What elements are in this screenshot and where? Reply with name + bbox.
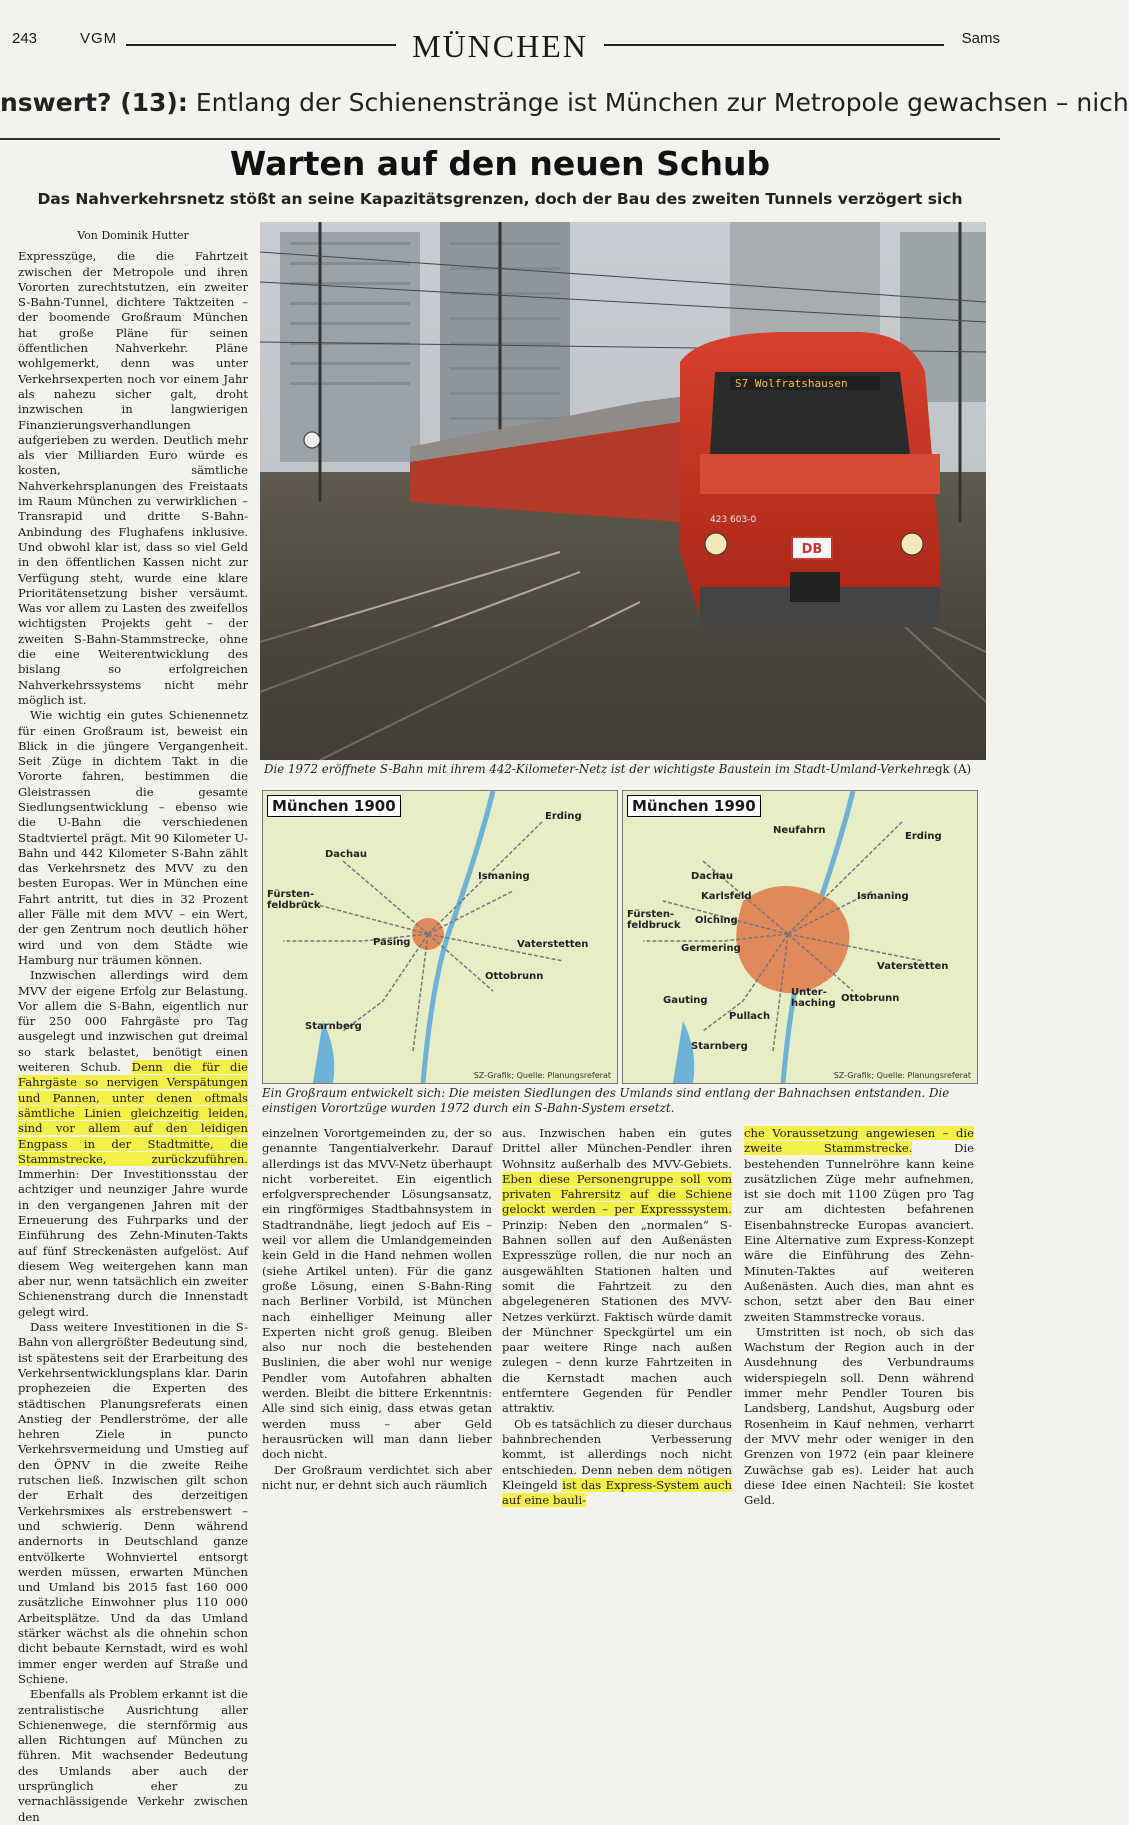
map-label: feldbruck xyxy=(267,900,321,911)
section-title: MÜNCHEN xyxy=(412,28,588,64)
map-title: München 1900 xyxy=(267,795,401,817)
map-label: Gauting xyxy=(663,995,708,1006)
map-title: München 1990 xyxy=(627,795,761,817)
map-caption: Ein Großraum entwickelt sich: Die meisten Siedlungen des Umlands sind entlang der Bahnachsen entstanden. Die einstigen Vorortzüge wurden 1972 durch ein S-Bahn-System ersetzt. xyxy=(262,1086,950,1115)
map-label: Pasing xyxy=(373,937,411,948)
page-header xyxy=(0,0,1000,80)
map-label: Erding xyxy=(905,831,942,842)
map-label: Pullach xyxy=(729,1011,771,1022)
series-banner xyxy=(0,88,1129,128)
divider xyxy=(0,138,1000,140)
paragraph: Dass weitere Investitionen in die S-Bahn von allergrößter Bedeutung sind, ist spätestens seit der Erarbeitung des Verkehrsentwicklungsplans klar. Darin prophezeien die Experten des städtischen Planungsreferats einen Anstieg der Pendlerströme, der alle hehren Ziele in puncto Verkehrsvermeidung und Umstieg auf den ÖPNV in die zweite Reihe rutschen ließ. Inzwischen gilt schon der Erhalt des derzeitigen Verkehrsmixes als erstrebenswert – und schwierig. Denn während andernorts in Deutschland ganze entvölkerte Wohnviertel entsorgt werden müssen, erwarten München und Umland bis 2015 fast 160 000 zusätzliche Einwohner plus 110 000 Arbeitsplätze. Und da das Umland stärker wächst als die ohnehin schon dicht bebaute Kernstadt, wird es wohl immer enger werden auf Straße und Schiene. xyxy=(18,1320,248,1686)
paragraph xyxy=(502,1417,732,1509)
edition-label: VGM xyxy=(80,30,118,47)
paragraph xyxy=(18,968,248,1320)
map-label: Starnberg xyxy=(691,1041,748,1052)
map-label: Vaterstetten xyxy=(517,939,589,950)
map-label: Ottobrunn xyxy=(485,971,544,982)
paragraph: einzelnen Vorortgemeinden zu, der so genannte Tangentialverkehr. Darauf allerdings ist das MVV-Netz überhaupt nicht vorbereitet. Ein eigentlich erfolgversprechender Lösungsansatz, ein ringförmiges Stadtbahnsystem in Stadtrandnähe, liegt jedoch auf Eis – weil vor allem die Umlandgemeinden kein Geld in die Hand nehmen wollen (siehe Artikel unten). Für die ganz große Lösung, einen S-Bahn-Ring nach Berliner Vorbild, ist München nach einhelliger Meinung aller Experten nicht groß genug. Bleiben also nur noch die bestehenden Buslinien, die aber wohl nur wenige Pendler vom Autofahren abhalten werden. Bleibt die bittere Erkenntnis: Alle sind sich einig, dass etwas getan werden muss – aber Geld herausrücken will man dann lieber doch nicht. xyxy=(262,1126,492,1462)
paragraph: Der Großraum verdichtet sich aber nicht nur, er dehnt sich auch räumlich xyxy=(262,1462,492,1492)
paragraph: Wie wichtig ein gutes Schienennetz für einen Großraum ist, beweist ein Blick in die jüngere Vergangenheit. Seit Züge in dichtem Takt in die Vororte fahren, bestimmen die Gleistrassen die gesamte Siedlungsentwicklung – ebenso wie die U-Bahn die verschiedenen Stadtviertel prägt. Mit 90 Kilometer U-Bahn und 442 Kilometer S-Bahn zählt das Verkehrsnetz des MVV zu den besten Europas. Wer in München eine Fahrt antritt, tut dies in 32 Prozent aller Fälle mit dem MVV – ein Wert, der gen Zentrum noch deutlich höher wird und von dem Städte wie Hamburg nur träumen können. xyxy=(18,708,249,967)
header-rule-left xyxy=(126,44,396,46)
caption-text: Die 1972 eröffnete S-Bahn mit ihrem 442-Kilometer-Netz ist der wichtigste Baustein im Stadt-Umland-Verkehr. xyxy=(264,762,930,776)
text-run: Prinzip: Neben den „normalen“ S-Bahnen sollen auf den Außenästen Expresszüge rollen, die nur noch an ausgewählten Stationen halten und somit die Fahrtzeit zu den abgelegeneren Stationen des MVV-Netzes verkürzt. Faktisch würde damit der Münchner Speckgürtel um ein paar weitere Ringe nach außen zulegen – denn kurze Fahrtzeiten in die Kernstadt machen auch entferntere Gegenden für Pendler attraktiv. xyxy=(502,1217,732,1416)
train-photo xyxy=(260,222,986,760)
train-illustration xyxy=(260,222,986,760)
text-run: Inzwischen allerdings wird dem MVV der eigene Erfolg zur Belastung. Vor allem die S-Bahn, eigentlich nur für 250 000 Fahrgäste pro Tag ausgelegt und inzwischen gut dreimal so stark belastet, benötigt einen weiteren Schub. xyxy=(18,968,248,1075)
map-credit: SZ-Grafik; Quelle: Planungsreferat xyxy=(833,1071,971,1080)
map-label: Karlsfeld xyxy=(701,891,752,902)
map-label: Vaterstetten xyxy=(877,961,949,972)
article-column-2 xyxy=(262,1126,492,1492)
highlighted-text: Denn die für die Fahrgäste so nervigen Verspätungen und Pannen, unter denen oftmals sämtliche Linien gleichzeitig leiden, sind vor allem auf den leidigen Engpass in der Stadtmitte, die Stammstrecke, zurückzuführen. xyxy=(18,1060,248,1166)
photo-credit: egk (A) xyxy=(928,762,972,776)
text-run: Immerhin: Der Investitionsstau der achtziger und neunziger Jahre wurde in den vergangenen Jahren mit der Erneuerung des Fuhrparks und der Einführung des Zehn-Minuten-Takts auf fünf Streckenästen aufgelöst. Auf diesem Weg weitergehen kann man aber nur, wenn tatsächlich ein zweiter Schienenstrang durch die Innenstadt gelegt wird. xyxy=(18,1167,248,1319)
map-label: Erding xyxy=(545,811,582,822)
map-1900 xyxy=(262,790,618,1084)
paragraph xyxy=(502,1126,732,1417)
text-run: Die bestehenden Tunnelröhre kann keine zusätzlichen Züge mehr aufnehmen, ist sie doch mit 1100 Zügen pro Tag zur am dichtesten befahrenen Eisenbahnstrecke Europas avanciert. Eine Alternative zum Express-Konzept wäre die Einführung des Zehn-Minuten-Taktes auf weiteren Außenästen. Auch dies, man ahnt es schon, setzt aber den Bau einer zweiten Stammstrecke voraus. xyxy=(744,1141,974,1324)
article-column-3 xyxy=(502,1126,732,1508)
train-number: 423 603-0 xyxy=(710,515,757,525)
map-label: feldbruck xyxy=(627,920,681,931)
page-number: 243 xyxy=(12,30,38,47)
map-1990 xyxy=(622,790,978,1084)
map-label: Unter- xyxy=(791,987,827,998)
text-run: Ob es tatsächlich zu dieser durchaus bahnbrechenden Verbesserung kommt, ist allerdings noch nicht entschieden. Denn neben dem nötigen Kleingeld xyxy=(502,1416,732,1492)
series-label: nswert? (13): xyxy=(0,88,188,117)
highlighted-text: Eben diese Personengruppe soll vom privaten Fahrersitz auf die Schiene gelockt werden – per Expresssystem. xyxy=(502,1171,732,1217)
paragraph: Expresszüge, die die Fahrtzeit zwischen der Metropole und ihren Vororten zurechtstutzen, ein zweiter S-Bahn-Tunnel, dichtere Taktzeiten – der boomende Großraum München hat große Pläne für seinen öffentlichen Nahverkehr. Pläne wohlgemerkt, denn was unter Verkehrsexperten noch vor einem Jahr als nahezu sicher galt, droht inzwischen in langwierigen Finanzierungsverhandlungen aufgerieben zu werden. Deutlich mehr als vier Milliarden Euro würde es kosten, sämtliche Nahverkehrsplanungen des Freistaats im Raum München zu verwirklichen – Transrapid und dritte S-Bahn-Anbindung des Flughafens inklusive. Und obwohl klar ist, dass so viel Geld in den öffentlichen Kassen nicht zur Verfügung steht, wurde eine klare Prioritätensetzung bisher versäumt. Was vor allem zu Lasten des zweifellos wichtigsten Projekts geht – der zweiten S-Bahn-Stammstrecke, ohne die eine Weiterentwicklung des bislang so erfolgreichen Nahverkehrssystems nicht mehr möglich ist. xyxy=(18,249,248,707)
day-label: Sams xyxy=(961,30,1000,47)
headline: Warten auf den neuen Schub xyxy=(229,144,771,183)
header-rule-right xyxy=(604,44,944,46)
map-label: Starnberg xyxy=(305,1021,362,1032)
map-label: haching xyxy=(791,998,836,1009)
series-text: Entlang der Schienenstränge ist München zur Metropole gewachsen – nich xyxy=(195,88,1129,117)
paragraph: Ebenfalls als Problem erkannt ist die zentralistische Ausrichtung aller Schienenwege, die sternförmig aus allen Richtungen auf München zu führen. Mit wachsender Bedeutung des Umlands aber auch der ursprünglich eher zu vernachlässigende Verkehr zwischen den xyxy=(18,1687,248,1824)
byline: Von Dominik Hutter xyxy=(77,229,189,242)
db-logo: DB xyxy=(801,542,823,557)
map-label: Dachau xyxy=(325,849,367,860)
paragraph xyxy=(744,1126,974,1325)
highlighted-text: ist das Express-System auch auf eine bauli- xyxy=(502,1477,732,1508)
map-credit: SZ-Grafik; Quelle: Planungsreferat xyxy=(473,1071,611,1080)
map-label: Ismaning xyxy=(478,871,530,882)
map-label: Ismaning xyxy=(857,891,909,902)
photo-caption xyxy=(264,762,964,777)
map-label: Dachau xyxy=(691,871,733,882)
map-label: Fürsten- xyxy=(267,889,315,900)
highlighted-text: che Voraussetzung angewiesen – die zweite Stammstrecke. xyxy=(744,1126,974,1156)
paragraph: Umstritten ist noch, ob sich das Wachstum der Region auch in der Ausdehnung des Verbundraums widerspiegeln soll. Denn während immer mehr Pendler Touren bis Landsberg, Landshut, Augsburg oder Rosenheim in Kauf nehmen, verharrt der MVV mehr oder weniger in den Grenzen von 1972 (ein paar kleinere Zuwächse gab es). Leider hat auch diese Idee einen Nachteil: Sie kostet Geld. xyxy=(744,1324,974,1508)
map-label: Ottobrunn xyxy=(841,993,900,1004)
subheadline: Das Nahverkehrsnetz stößt an seine Kapazitätsgrenzen, doch der Bau des zweiten Tunnels verzögert sich xyxy=(37,190,963,208)
map-label: Neufahrn xyxy=(773,825,826,836)
text-run: aus. Inzwischen haben ein gutes Drittel aller München-Pendler ihren Wohnsitz außerhalb des MVV-Gebiets. xyxy=(502,1126,732,1171)
map-1900-graphic xyxy=(263,791,617,1083)
article-column-1 xyxy=(18,228,249,1824)
map-label: Olching xyxy=(695,915,738,926)
article-column-4 xyxy=(744,1126,974,1508)
map-label: Germering xyxy=(681,943,741,954)
destination-display: S7 Wolfratshausen xyxy=(735,377,848,390)
map-label: Fürsten- xyxy=(627,909,675,920)
